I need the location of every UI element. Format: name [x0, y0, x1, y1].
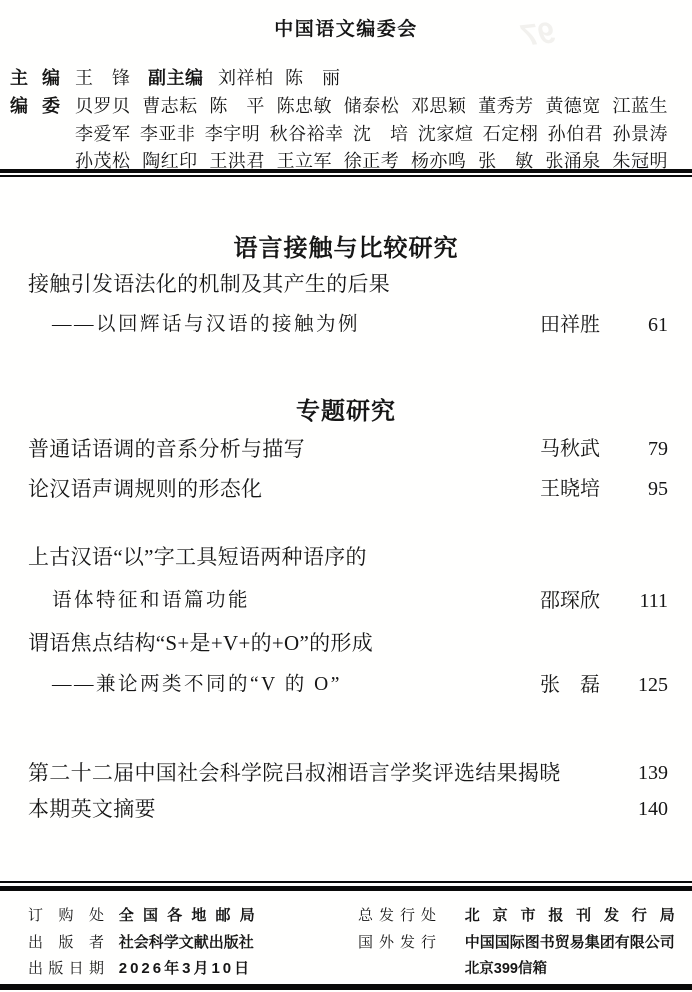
toc-entry-line: [28, 475, 668, 503]
article-title: 普通话语调的音系分析与描写: [28, 437, 305, 461]
imprint-value: 北京市报刊发行局: [464, 907, 675, 924]
imprint-label: 总发行处: [358, 908, 436, 924]
toc-entry-line: [28, 435, 668, 463]
toc-entry-line: [28, 671, 668, 699]
imprint-value: 北京399信箱: [464, 961, 547, 977]
imprint-value: 2026年3月10日: [118, 960, 253, 977]
page-title: 中国语文编委会: [274, 19, 418, 40]
back-matter-title: 第二十二届中国社会科学院吕叔湘语言学奖评选结果揭晓: [28, 761, 561, 785]
imprint-row-distributor: [358, 903, 675, 929]
chief-editor-label: 主编: [10, 68, 60, 88]
member-name: 孙景涛: [612, 124, 668, 144]
imprint-value: 中国国际图书贸易集团有限公司: [464, 934, 675, 951]
board-members-row-2: [0, 122, 692, 146]
member-name: 陈 平: [209, 96, 265, 116]
toc-entry-line: [28, 587, 668, 615]
toc-entry-line: [28, 759, 668, 787]
toc-entry-line: [28, 270, 668, 298]
board-members-row-1: [0, 94, 692, 118]
member-name: 储泰松: [343, 96, 400, 116]
member-name: 黄德宽: [545, 96, 601, 116]
imprint-row-po-box: [358, 956, 547, 982]
imprint-label: 出版日期: [28, 961, 104, 977]
article-page-number: 111: [639, 590, 668, 612]
member-name: 王立军: [276, 151, 333, 171]
member-name: 李亚非: [139, 124, 196, 144]
article-page-number: 95: [648, 478, 668, 500]
member-name: 沈家煊: [417, 124, 474, 144]
member-name: 张涌泉: [545, 151, 601, 171]
back-matter-page-number: 139: [638, 762, 668, 784]
imprint-value: 社会科学文献出版社: [118, 934, 254, 951]
member-name: 李爱军: [75, 124, 131, 144]
member-name: 曹志耘: [142, 96, 198, 116]
member-name: 孙伯君: [547, 124, 604, 144]
article-title: 上古汉语“以”字工具短语两种语序的: [28, 545, 367, 569]
article-author: 马秋武: [540, 438, 600, 460]
toc-entry-line: [28, 795, 668, 823]
article-title: 论汉语声调规则的形态化: [28, 477, 263, 501]
editors-row: [0, 66, 692, 90]
imprint-row-overseas: [358, 930, 675, 956]
member-name: 沈 培: [353, 124, 409, 144]
article-author: 张 磊: [540, 674, 600, 696]
imprint-label: 国外发行: [358, 935, 436, 951]
toc-entry-line: [28, 629, 668, 657]
chief-editor-name: 王 锋: [75, 68, 131, 88]
member-name: 徐正考: [343, 151, 400, 171]
member-name: 王洪君: [209, 151, 265, 171]
article-title-continuation: 语体特征和语篇功能: [52, 590, 251, 611]
member-name: 孙茂松: [75, 151, 131, 171]
deputy-editor-name: 刘祥柏: [218, 68, 274, 88]
back-matter-page-number: 140: [638, 798, 668, 820]
article-subtitle: ——以回辉话与汉语的接触为例: [52, 314, 361, 335]
article-author: 王晓培: [540, 478, 600, 500]
bottom-edge-rule: [0, 984, 692, 990]
imprint-row-publisher: [28, 930, 254, 956]
toc-entry-line: [28, 543, 668, 571]
deputy-editor-name: 陈 丽: [285, 68, 341, 88]
member-name: 朱冠明: [612, 151, 668, 171]
toc-entry-line: [28, 311, 668, 339]
member-name: 张 敏: [478, 151, 534, 171]
member-name: 杨亦鸣: [410, 151, 467, 171]
article-author: 田祥胜: [540, 314, 600, 336]
article-page-number: 125: [638, 674, 668, 696]
member-names: [75, 94, 668, 118]
imprint-value: 全国各地邮局: [118, 907, 255, 924]
article-subtitle: ——兼论两类不同的“V 的 O”: [52, 674, 342, 695]
imprint-row-subscription: [28, 903, 255, 929]
article-page-number: 79: [648, 438, 668, 460]
bleedthrough-watermark: 97: [520, 16, 557, 53]
deputy-editor-label: 副主编: [148, 68, 204, 88]
article-page-number: 61: [648, 314, 668, 336]
member-name: 陈忠敏: [276, 96, 333, 116]
imprint-label: 订购处: [28, 908, 104, 924]
section-heading: 专题研究: [296, 398, 396, 425]
member-name: 石定栩: [482, 124, 539, 144]
article-author: 邵琛欣: [540, 590, 600, 612]
member-name: 秋谷裕幸: [269, 124, 344, 144]
member-name: 陶红印: [142, 151, 198, 171]
member-name: 董秀芳: [478, 96, 534, 116]
article-title: 谓语焦点结构“S+是+V+的+O”的形成: [28, 631, 374, 655]
member-name: 贝罗贝: [75, 96, 131, 116]
article-title: 接触引发语法化的机制及其产生的后果: [28, 272, 391, 296]
member-name: 邓思颖: [410, 96, 467, 116]
back-matter-title: 本期英文摘要: [28, 797, 156, 821]
section-heading: 语言接触与比较研究: [233, 235, 459, 262]
member-name: 李宇明: [204, 124, 261, 144]
imprint-row-pub-date: [28, 956, 252, 982]
imprint-label: 出版者: [28, 935, 104, 951]
member-name: 江蓝生: [612, 96, 668, 116]
header-divider-rule: [0, 169, 692, 177]
board-members-label: 编委: [10, 96, 60, 116]
member-names: [75, 122, 668, 146]
footer-divider-rule: [0, 881, 692, 891]
